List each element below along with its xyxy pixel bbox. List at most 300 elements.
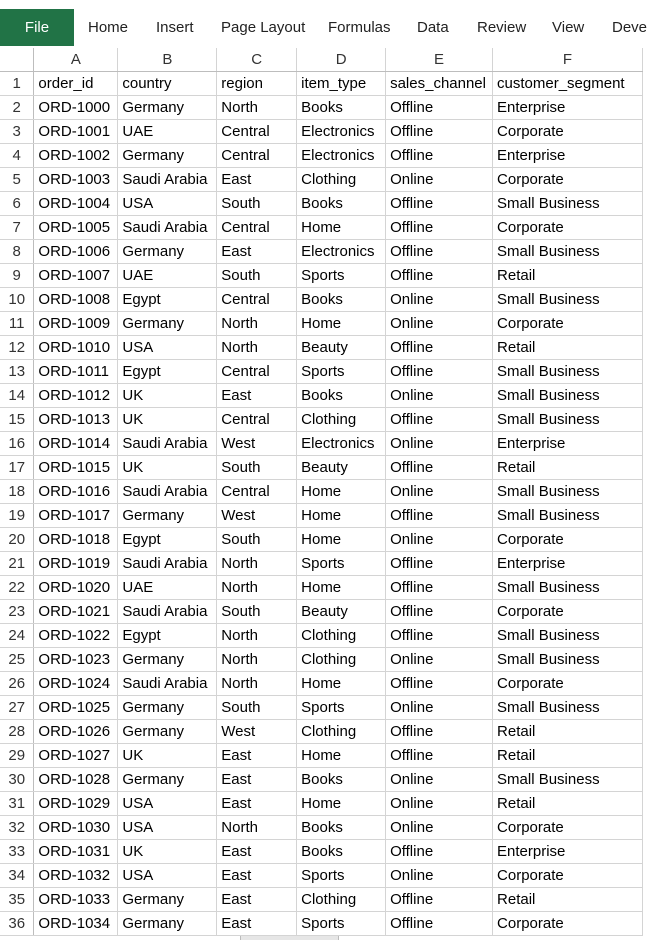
cell-d12[interactable]: Beauty (297, 336, 386, 360)
row-header[interactable]: 19 (0, 504, 34, 528)
cell-e14[interactable]: Online (386, 384, 493, 408)
row-header[interactable]: 10 (0, 288, 34, 312)
row-header[interactable]: 28 (0, 720, 34, 744)
cell-c14[interactable]: East (217, 384, 297, 408)
row-header[interactable]: 12 (0, 336, 34, 360)
row-header[interactable]: 4 (0, 144, 34, 168)
cell-e6[interactable]: Offline (386, 192, 493, 216)
cell-f7[interactable]: Corporate (493, 216, 643, 240)
cell-b11[interactable]: Germany (118, 312, 217, 336)
cell-b19[interactable]: Germany (118, 504, 217, 528)
cell-e29[interactable]: Offline (386, 744, 493, 768)
row-header[interactable]: 18 (0, 480, 34, 504)
cell-a9[interactable]: ORD-1007 (34, 264, 118, 288)
cell-e31[interactable]: Online (386, 792, 493, 816)
cell-b15[interactable]: UK (118, 408, 217, 432)
cell-e21[interactable]: Offline (386, 552, 493, 576)
cell-f9[interactable]: Retail (493, 264, 643, 288)
row-header[interactable]: 30 (0, 768, 34, 792)
cell-d21[interactable]: Sports (297, 552, 386, 576)
cell-c21[interactable]: North (217, 552, 297, 576)
cell-c16[interactable]: West (217, 432, 297, 456)
cell-d9[interactable]: Sports (297, 264, 386, 288)
cell-c8[interactable]: East (217, 240, 297, 264)
tab-insert[interactable]: Insert (156, 19, 194, 36)
cell-f2[interactable]: Enterprise (493, 96, 643, 120)
cell-a34[interactable]: ORD-1032 (34, 864, 118, 888)
table-row (0, 432, 643, 456)
cell-f24[interactable]: Small Business (493, 624, 643, 648)
cell-d14[interactable]: Books (297, 384, 386, 408)
row-header[interactable]: 17 (0, 456, 34, 480)
cell-b13[interactable]: Egypt (118, 360, 217, 384)
table-row (0, 672, 643, 696)
cell-a32[interactable]: ORD-1030 (34, 816, 118, 840)
row-header[interactable]: 11 (0, 312, 34, 336)
cell-d29[interactable]: Home (297, 744, 386, 768)
column-header-a[interactable]: A (34, 48, 118, 72)
horizontal-scrollbar[interactable] (0, 936, 643, 940)
cell-e27[interactable]: Online (386, 696, 493, 720)
cell-d26[interactable]: Home (297, 672, 386, 696)
cell-c35[interactable]: East (217, 888, 297, 912)
cell-b36[interactable]: Germany (118, 912, 217, 936)
cell-c36[interactable]: East (217, 912, 297, 936)
row-header[interactable]: 8 (0, 240, 34, 264)
cell-f29[interactable]: Retail (493, 744, 643, 768)
row-header[interactable]: 15 (0, 408, 34, 432)
cell-a35[interactable]: ORD-1033 (34, 888, 118, 912)
cell-b25[interactable]: Germany (118, 648, 217, 672)
cell-a24[interactable]: ORD-1022 (34, 624, 118, 648)
cell-f33[interactable]: Enterprise (493, 840, 643, 864)
cell-e20[interactable]: Online (386, 528, 493, 552)
table-row (0, 384, 643, 408)
table-row (0, 120, 643, 144)
cell-c33[interactable]: East (217, 840, 297, 864)
cell-e12[interactable]: Offline (386, 336, 493, 360)
cell-a22[interactable]: ORD-1020 (34, 576, 118, 600)
cell-d27[interactable]: Sports (297, 696, 386, 720)
cell-e24[interactable]: Offline (386, 624, 493, 648)
cell-c10[interactable]: Central (217, 288, 297, 312)
cell-a17[interactable]: ORD-1015 (34, 456, 118, 480)
cell-b14[interactable]: UK (118, 384, 217, 408)
cell-f32[interactable]: Corporate (493, 816, 643, 840)
row-header[interactable]: 13 (0, 360, 34, 384)
column-header-d[interactable]: D (297, 48, 386, 72)
cell-a28[interactable]: ORD-1026 (34, 720, 118, 744)
cell-a20[interactable]: ORD-1018 (34, 528, 118, 552)
cell-b16[interactable]: Saudi Arabia (118, 432, 217, 456)
cell-d34[interactable]: Sports (297, 864, 386, 888)
cell-d8[interactable]: Electronics (297, 240, 386, 264)
row-header[interactable]: 27 (0, 696, 34, 720)
cell-e8[interactable]: Offline (386, 240, 493, 264)
column-header-c[interactable]: C (217, 48, 297, 72)
cell-a21[interactable]: ORD-1019 (34, 552, 118, 576)
cell-b9[interactable]: UAE (118, 264, 217, 288)
cell-c5[interactable]: East (217, 168, 297, 192)
row-header[interactable]: 34 (0, 864, 34, 888)
cell-a12[interactable]: ORD-1010 (34, 336, 118, 360)
cell-a30[interactable]: ORD-1028 (34, 768, 118, 792)
select-all-corner[interactable] (0, 48, 34, 72)
cell-d15[interactable]: Clothing (297, 408, 386, 432)
cell-c7[interactable]: Central (217, 216, 297, 240)
table-row (0, 240, 643, 264)
table-row (0, 648, 643, 672)
cell-b30[interactable]: Germany (118, 768, 217, 792)
cell-f35[interactable]: Retail (493, 888, 643, 912)
table-row (0, 336, 643, 360)
cell-e13[interactable]: Offline (386, 360, 493, 384)
table-row (0, 768, 643, 792)
cell-e5[interactable]: Online (386, 168, 493, 192)
cell-e11[interactable]: Online (386, 312, 493, 336)
cell-d5[interactable]: Clothing (297, 168, 386, 192)
cell-c2[interactable]: North (217, 96, 297, 120)
tab-view[interactable]: View (552, 19, 585, 36)
cell-c30[interactable]: East (217, 768, 297, 792)
cell-b33[interactable]: UK (118, 840, 217, 864)
cell-f11[interactable]: Corporate (493, 312, 643, 336)
cell-a29[interactable]: ORD-1027 (34, 744, 118, 768)
row-header[interactable]: 6 (0, 192, 34, 216)
row-header[interactable]: 1 (0, 72, 34, 96)
cell-f8[interactable]: Small Business (493, 240, 643, 264)
cell-f26[interactable]: Corporate (493, 672, 643, 696)
cell-b6[interactable]: USA (118, 192, 217, 216)
cell-f22[interactable]: Small Business (493, 576, 643, 600)
cell-b22[interactable]: UAE (118, 576, 217, 600)
cell-d7[interactable]: Home (297, 216, 386, 240)
cell-e36[interactable]: Offline (386, 912, 493, 936)
tab-formulas[interactable]: Formulas (328, 19, 391, 36)
cell-e25[interactable]: Online (386, 648, 493, 672)
cell-d11[interactable]: Home (297, 312, 386, 336)
cell-e3[interactable]: Offline (386, 120, 493, 144)
spreadsheet-grid (0, 48, 643, 936)
cell-e34[interactable]: Online (386, 864, 493, 888)
cell-f5[interactable]: Corporate (493, 168, 643, 192)
cell-c31[interactable]: East (217, 792, 297, 816)
cell-e10[interactable]: Online (386, 288, 493, 312)
row-header[interactable]: 23 (0, 600, 34, 624)
cell-a33[interactable]: ORD-1031 (34, 840, 118, 864)
cell-d10[interactable]: Books (297, 288, 386, 312)
cell-b23[interactable]: Saudi Arabia (118, 600, 217, 624)
cell-b12[interactable]: USA (118, 336, 217, 360)
cell-c25[interactable]: North (217, 648, 297, 672)
table-row (0, 600, 643, 624)
cell-b8[interactable]: Germany (118, 240, 217, 264)
cell-e33[interactable]: Offline (386, 840, 493, 864)
cell-a23[interactable]: ORD-1021 (34, 600, 118, 624)
cell-d32[interactable]: Books (297, 816, 386, 840)
cell-b27[interactable]: Germany (118, 696, 217, 720)
table-row (0, 192, 643, 216)
cell-b32[interactable]: USA (118, 816, 217, 840)
cell-d22[interactable]: Home (297, 576, 386, 600)
tab-home[interactable]: Home (88, 19, 129, 36)
cell-e28[interactable]: Offline (386, 720, 493, 744)
cell-e9[interactable]: Offline (386, 264, 493, 288)
cell-e1[interactable]: sales_channel (386, 72, 493, 96)
cell-c26[interactable]: North (217, 672, 297, 696)
table-row (0, 288, 643, 312)
cell-b2[interactable]: Germany (118, 96, 217, 120)
cell-b3[interactable]: UAE (118, 120, 217, 144)
cell-e26[interactable]: Offline (386, 672, 493, 696)
table-row (0, 528, 643, 552)
table-row (0, 792, 643, 816)
table-row (0, 864, 643, 888)
cell-e32[interactable]: Online (386, 816, 493, 840)
cell-d13[interactable]: Sports (297, 360, 386, 384)
row-header[interactable]: 14 (0, 384, 34, 408)
cell-f23[interactable]: Corporate (493, 600, 643, 624)
row-header[interactable]: 5 (0, 168, 34, 192)
cell-c32[interactable]: North (217, 816, 297, 840)
cell-f19[interactable]: Small Business (493, 504, 643, 528)
row-header[interactable]: 25 (0, 648, 34, 672)
cell-e2[interactable]: Offline (386, 96, 493, 120)
row-header[interactable]: 22 (0, 576, 34, 600)
cell-b5[interactable]: Saudi Arabia (118, 168, 217, 192)
cell-f1[interactable]: customer_segment (493, 72, 643, 96)
cell-d28[interactable]: Clothing (297, 720, 386, 744)
row-header[interactable]: 24 (0, 624, 34, 648)
cell-a15[interactable]: ORD-1013 (34, 408, 118, 432)
cell-f15[interactable]: Small Business (493, 408, 643, 432)
cell-f25[interactable]: Small Business (493, 648, 643, 672)
cell-a14[interactable]: ORD-1012 (34, 384, 118, 408)
cell-e30[interactable]: Online (386, 768, 493, 792)
cell-f34[interactable]: Corporate (493, 864, 643, 888)
table-row (0, 912, 643, 936)
cell-f10[interactable]: Small Business (493, 288, 643, 312)
tab-developer[interactable]: Deve (612, 19, 647, 36)
cell-b18[interactable]: Saudi Arabia (118, 480, 217, 504)
cell-a3[interactable]: ORD-1001 (34, 120, 118, 144)
table-row (0, 408, 643, 432)
cell-c15[interactable]: Central (217, 408, 297, 432)
cell-b10[interactable]: Egypt (118, 288, 217, 312)
cell-e17[interactable]: Offline (386, 456, 493, 480)
sheet-tabs-area (0, 936, 241, 940)
cell-e7[interactable]: Offline (386, 216, 493, 240)
cell-d24[interactable]: Clothing (297, 624, 386, 648)
cell-f30[interactable]: Small Business (493, 768, 643, 792)
cell-c6[interactable]: South (217, 192, 297, 216)
cell-f3[interactable]: Corporate (493, 120, 643, 144)
cell-c29[interactable]: East (217, 744, 297, 768)
cell-f18[interactable]: Small Business (493, 480, 643, 504)
cell-d19[interactable]: Home (297, 504, 386, 528)
cell-a1[interactable]: order_id (34, 72, 118, 96)
cell-c27[interactable]: South (217, 696, 297, 720)
cell-d31[interactable]: Home (297, 792, 386, 816)
column-header-b[interactable]: B (118, 48, 217, 72)
cell-d2[interactable]: Books (297, 96, 386, 120)
row-header[interactable]: 2 (0, 96, 34, 120)
cell-f17[interactable]: Retail (493, 456, 643, 480)
cell-f12[interactable]: Retail (493, 336, 643, 360)
cell-a36[interactable]: ORD-1034 (34, 912, 118, 936)
file-tab[interactable]: File (0, 9, 74, 46)
row-header[interactable]: 32 (0, 816, 34, 840)
cell-b21[interactable]: Saudi Arabia (118, 552, 217, 576)
cell-b17[interactable]: UK (118, 456, 217, 480)
cell-a16[interactable]: ORD-1014 (34, 432, 118, 456)
cell-e35[interactable]: Offline (386, 888, 493, 912)
table-row (0, 888, 643, 912)
table-row (0, 168, 643, 192)
cell-e22[interactable]: Offline (386, 576, 493, 600)
cell-f6[interactable]: Small Business (493, 192, 643, 216)
table-row (0, 480, 643, 504)
cell-b1[interactable]: country (118, 72, 217, 96)
cell-f21[interactable]: Enterprise (493, 552, 643, 576)
cell-d6[interactable]: Books (297, 192, 386, 216)
cell-d17[interactable]: Beauty (297, 456, 386, 480)
cell-c17[interactable]: South (217, 456, 297, 480)
tab-data[interactable]: Data (417, 19, 449, 36)
cell-c18[interactable]: Central (217, 480, 297, 504)
cell-d3[interactable]: Electronics (297, 120, 386, 144)
column-header-f[interactable]: F (493, 48, 643, 72)
cell-b35[interactable]: Germany (118, 888, 217, 912)
cell-a10[interactable]: ORD-1008 (34, 288, 118, 312)
cell-c13[interactable]: Central (217, 360, 297, 384)
cell-a25[interactable]: ORD-1023 (34, 648, 118, 672)
row-header[interactable]: 33 (0, 840, 34, 864)
row-header[interactable]: 9 (0, 264, 34, 288)
cell-f36[interactable]: Corporate (493, 912, 643, 936)
cell-c22[interactable]: North (217, 576, 297, 600)
cell-b20[interactable]: Egypt (118, 528, 217, 552)
cell-e4[interactable]: Offline (386, 144, 493, 168)
row-header[interactable]: 20 (0, 528, 34, 552)
cell-d30[interactable]: Books (297, 768, 386, 792)
row-header[interactable]: 26 (0, 672, 34, 696)
cell-e23[interactable]: Offline (386, 600, 493, 624)
row-header[interactable]: 7 (0, 216, 34, 240)
cell-d23[interactable]: Beauty (297, 600, 386, 624)
cell-c28[interactable]: West (217, 720, 297, 744)
cell-f20[interactable]: Corporate (493, 528, 643, 552)
cell-a7[interactable]: ORD-1005 (34, 216, 118, 240)
cell-e19[interactable]: Offline (386, 504, 493, 528)
row-header[interactable]: 3 (0, 120, 34, 144)
cell-a13[interactable]: ORD-1011 (34, 360, 118, 384)
row-header[interactable]: 31 (0, 792, 34, 816)
cell-b26[interactable]: Saudi Arabia (118, 672, 217, 696)
table-row (0, 216, 643, 240)
cell-d35[interactable]: Clothing (297, 888, 386, 912)
cell-d25[interactable]: Clothing (297, 648, 386, 672)
cell-c9[interactable]: South (217, 264, 297, 288)
cell-d20[interactable]: Home (297, 528, 386, 552)
cell-c3[interactable]: Central (217, 120, 297, 144)
cell-e16[interactable]: Online (386, 432, 493, 456)
table-row (0, 576, 643, 600)
cell-c20[interactable]: South (217, 528, 297, 552)
cell-d33[interactable]: Books (297, 840, 386, 864)
cell-b28[interactable]: Germany (118, 720, 217, 744)
cell-a27[interactable]: ORD-1025 (34, 696, 118, 720)
table-row (0, 696, 643, 720)
cell-f31[interactable]: Retail (493, 792, 643, 816)
cell-b4[interactable]: Germany (118, 144, 217, 168)
cell-f13[interactable]: Small Business (493, 360, 643, 384)
cell-d36[interactable]: Sports (297, 912, 386, 936)
cell-b34[interactable]: USA (118, 864, 217, 888)
table-row (0, 312, 643, 336)
cell-a8[interactable]: ORD-1006 (34, 240, 118, 264)
row-header[interactable]: 29 (0, 744, 34, 768)
cell-f27[interactable]: Small Business (493, 696, 643, 720)
cell-c24[interactable]: North (217, 624, 297, 648)
cell-f14[interactable]: Small Business (493, 384, 643, 408)
table-row (0, 264, 643, 288)
row-header[interactable]: 35 (0, 888, 34, 912)
cell-a19[interactable]: ORD-1017 (34, 504, 118, 528)
table-row (0, 360, 643, 384)
cell-a5[interactable]: ORD-1003 (34, 168, 118, 192)
cell-c1[interactable]: region (217, 72, 297, 96)
row-header[interactable]: 21 (0, 552, 34, 576)
cell-e18[interactable]: Online (386, 480, 493, 504)
row-header[interactable]: 36 (0, 912, 34, 936)
cell-c11[interactable]: North (217, 312, 297, 336)
cell-a2[interactable]: ORD-1000 (34, 96, 118, 120)
tab-review[interactable]: Review (477, 19, 527, 36)
cell-b29[interactable]: UK (118, 744, 217, 768)
cell-a31[interactable]: ORD-1029 (34, 792, 118, 816)
cell-b31[interactable]: USA (118, 792, 217, 816)
cell-d18[interactable]: Home (297, 480, 386, 504)
cell-d1[interactable]: item_type (297, 72, 386, 96)
cell-a11[interactable]: ORD-1009 (34, 312, 118, 336)
column-header-e[interactable]: E (386, 48, 493, 72)
cell-c4[interactable]: Central (217, 144, 297, 168)
cell-c19[interactable]: West (217, 504, 297, 528)
table-row (0, 456, 643, 480)
cell-a18[interactable]: ORD-1016 (34, 480, 118, 504)
scrollbar-track[interactable] (338, 936, 644, 940)
cell-c34[interactable]: East (217, 864, 297, 888)
table-row (0, 552, 643, 576)
tab-page-layout[interactable]: Page Layout (221, 19, 306, 36)
cell-a6[interactable]: ORD-1004 (34, 192, 118, 216)
cell-f16[interactable]: Enterprise (493, 432, 643, 456)
cell-a4[interactable]: ORD-1002 (34, 144, 118, 168)
cell-c12[interactable]: North (217, 336, 297, 360)
cell-b24[interactable]: Egypt (118, 624, 217, 648)
row-header[interactable]: 16 (0, 432, 34, 456)
cell-c23[interactable]: South (217, 600, 297, 624)
cell-d16[interactable]: Electronics (297, 432, 386, 456)
cell-d4[interactable]: Electronics (297, 144, 386, 168)
cell-f4[interactable]: Enterprise (493, 144, 643, 168)
ribbon (0, 0, 647, 48)
cell-e15[interactable]: Offline (386, 408, 493, 432)
cell-a26[interactable]: ORD-1024 (34, 672, 118, 696)
cell-f28[interactable]: Retail (493, 720, 643, 744)
cell-b7[interactable]: Saudi Arabia (118, 216, 217, 240)
